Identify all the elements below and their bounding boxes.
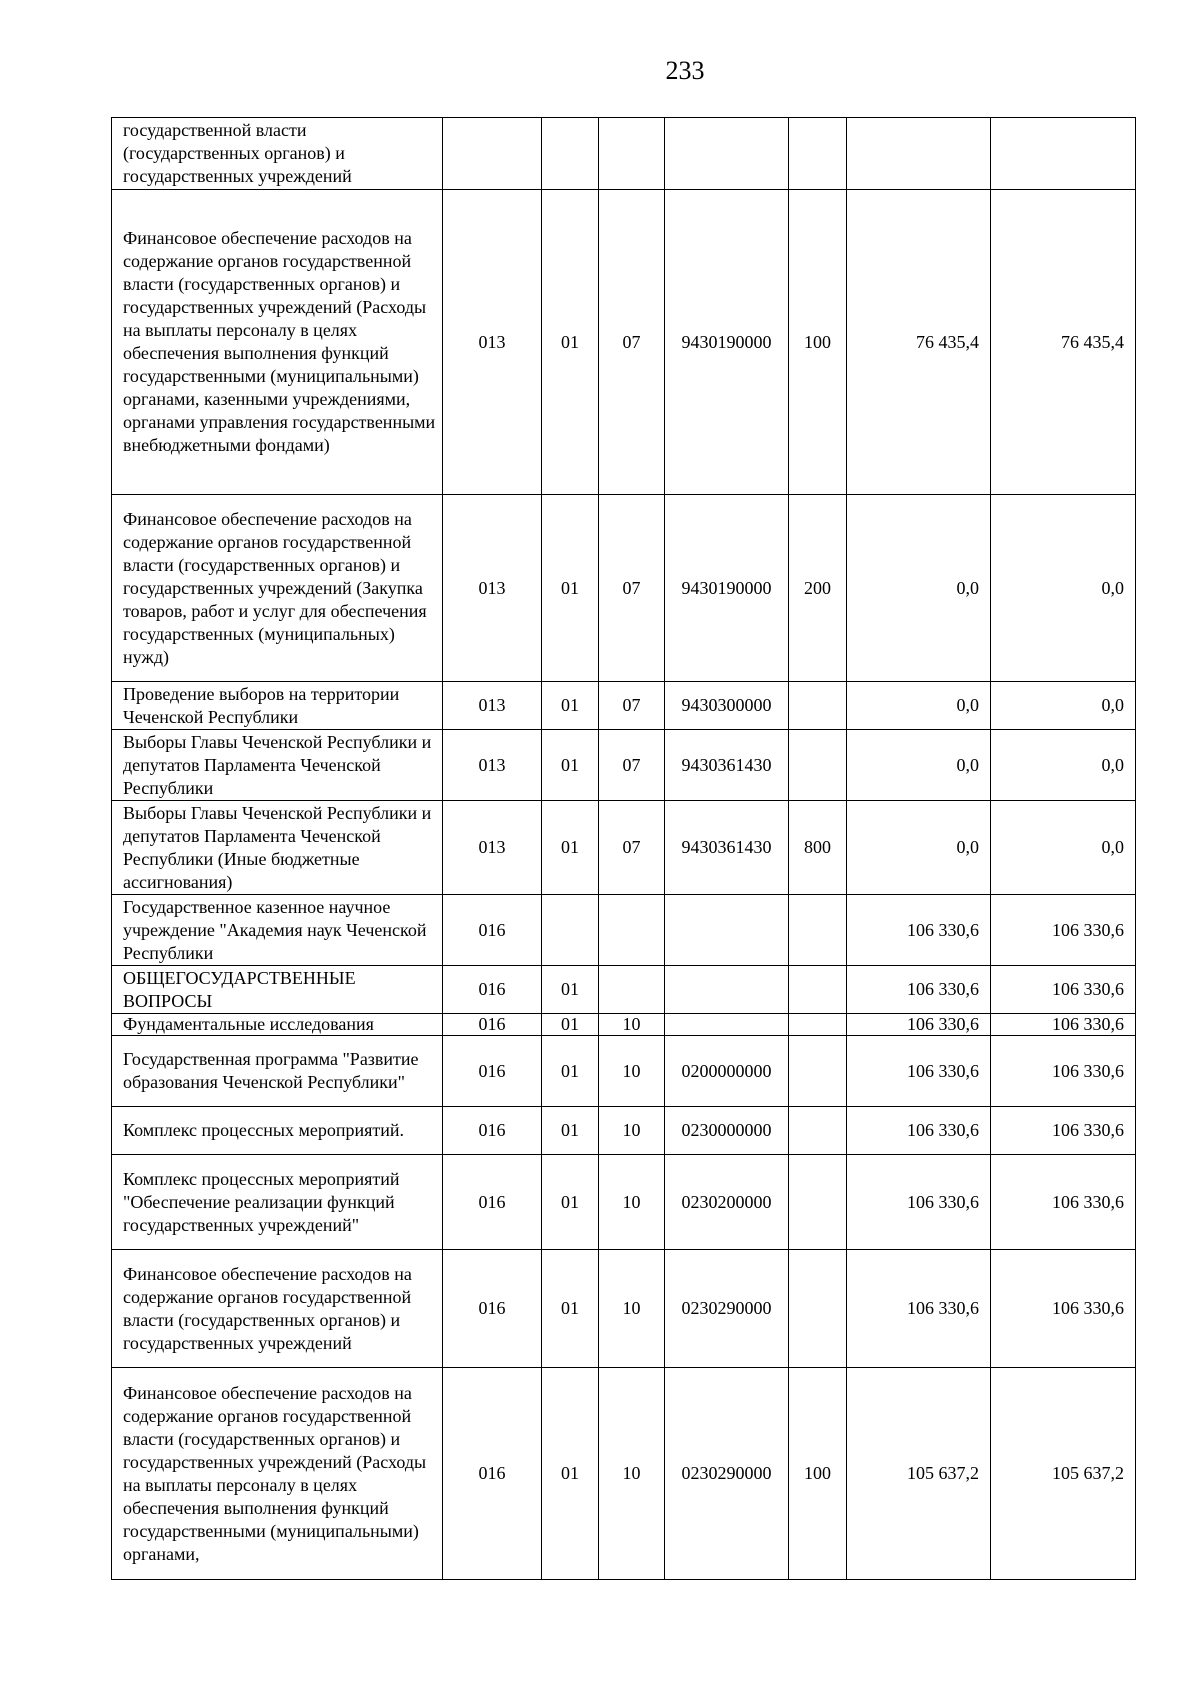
cell-kind: 100: [789, 1368, 847, 1580]
cell-section: 01: [542, 495, 599, 682]
cell-ministry: 016: [443, 1036, 542, 1107]
cell-section: 01: [542, 1036, 599, 1107]
cell-subsection: [599, 895, 665, 966]
cell-name: Финансовое обеспечение расходов на содержание органов государственной власти (государственных органов) и государственных учреждений (Расходы на выплаты персоналу в целях обеспечения выполнения функций государственными (муниципальными) органами,: [112, 1368, 443, 1580]
cell-name: Комплекс процессных мероприятий.: [112, 1107, 443, 1155]
cell-name: Выборы Главы Чеченской Республики и депутатов Парламента Чеченской Республики (Иные бюджетные ассигнования): [112, 801, 443, 895]
cell-sum-2: 105 637,2: [991, 1368, 1136, 1580]
cell-sum-2: 106 330,6: [991, 1036, 1136, 1107]
cell-target: 0230000000: [665, 1107, 789, 1155]
cell-target: 0230200000: [665, 1155, 789, 1250]
cell-subsection: [599, 118, 665, 190]
cell-kind: [789, 682, 847, 730]
cell-section: [542, 895, 599, 966]
cell-sum-2: 106 330,6: [991, 1014, 1136, 1036]
cell-kind: [789, 1250, 847, 1368]
cell-target: 9430190000: [665, 495, 789, 682]
cell-name: Государственная программа "Развитие образования Чеченской Республики": [112, 1036, 443, 1107]
table-row: [112, 190, 1136, 495]
cell-target: [665, 118, 789, 190]
cell-section: 01: [542, 682, 599, 730]
cell-target: 9430190000: [665, 190, 789, 495]
cell-sum-1: 106 330,6: [847, 895, 991, 966]
budget-table: [111, 117, 1136, 1580]
cell-subsection: 10: [599, 1155, 665, 1250]
cell-subsection: 10: [599, 1036, 665, 1107]
table-row: [112, 801, 1136, 895]
cell-kind: [789, 1107, 847, 1155]
cell-sum-1: 106 330,6: [847, 966, 991, 1014]
cell-subsection: 07: [599, 730, 665, 801]
cell-sum-1: 106 330,6: [847, 1107, 991, 1155]
cell-ministry: 016: [443, 1368, 542, 1580]
cell-target: 9430361430: [665, 801, 789, 895]
cell-ministry: 013: [443, 495, 542, 682]
cell-sum-2: 0,0: [991, 682, 1136, 730]
cell-name: Выборы Главы Чеченской Республики и депутатов Парламента Чеченской Республики: [112, 730, 443, 801]
cell-sum-1: 0,0: [847, 682, 991, 730]
table-row: [112, 966, 1136, 1014]
cell-name: Государственное казенное научное учреждение "Академия наук Чеченской Республики: [112, 895, 443, 966]
page-number: 233: [665, 56, 705, 85]
cell-target: 0230290000: [665, 1250, 789, 1368]
table-row: [112, 1107, 1136, 1155]
table-row: [112, 1250, 1136, 1368]
cell-subsection: [599, 966, 665, 1014]
cell-section: 01: [542, 966, 599, 1014]
cell-section: 01: [542, 1250, 599, 1368]
cell-sum-1: 106 330,6: [847, 1014, 991, 1036]
cell-sum-1: 0,0: [847, 730, 991, 801]
cell-kind: [789, 1155, 847, 1250]
cell-name: Проведение выборов на территории Чеченской Республики: [112, 682, 443, 730]
cell-sum-1: 105 637,2: [847, 1368, 991, 1580]
cell-name: Финансовое обеспечение расходов на содержание органов государственной власти (государственных органов) и государственных учреждений: [112, 1250, 443, 1368]
cell-name: Финансовое обеспечение расходов на содержание органов государственной власти (государственных органов) и государственных учреждений (Закупка товаров, работ и услуг для обеспечения государственных (муниципальных) нужд): [112, 495, 443, 682]
table-row: [112, 1368, 1136, 1580]
cell-subsection: 07: [599, 495, 665, 682]
table-row: [112, 682, 1136, 730]
cell-name: Комплекс процессных мероприятий "Обеспечение реализации функций государственных учреждений": [112, 1155, 443, 1250]
cell-target: 9430361430: [665, 730, 789, 801]
cell-kind: [789, 730, 847, 801]
table-row: [112, 730, 1136, 801]
cell-ministry: 016: [443, 966, 542, 1014]
table-row: [112, 495, 1136, 682]
cell-ministry: [443, 118, 542, 190]
cell-kind: 100: [789, 190, 847, 495]
cell-name: государственной власти (государственных органов) и государственных учреждений: [112, 118, 443, 190]
table-row: [112, 1155, 1136, 1250]
cell-sum-2: 106 330,6: [991, 966, 1136, 1014]
cell-sum-2: 0,0: [991, 495, 1136, 682]
cell-sum-2: 0,0: [991, 801, 1136, 895]
cell-ministry: 016: [443, 1250, 542, 1368]
table-row: [112, 1014, 1136, 1036]
cell-sum-2: 76 435,4: [991, 190, 1136, 495]
cell-subsection: 07: [599, 190, 665, 495]
cell-subsection: 07: [599, 682, 665, 730]
cell-section: 01: [542, 1107, 599, 1155]
cell-name: ОБЩЕГОСУДАРСТВЕННЫЕ ВОПРОСЫ: [112, 966, 443, 1014]
cell-section: [542, 118, 599, 190]
cell-kind: [789, 1036, 847, 1107]
cell-ministry: 016: [443, 1107, 542, 1155]
table-row: [112, 118, 1136, 190]
cell-target: [665, 895, 789, 966]
cell-kind: [789, 1014, 847, 1036]
cell-sum-2: 106 330,6: [991, 895, 1136, 966]
cell-section: 01: [542, 801, 599, 895]
cell-sum-2: 106 330,6: [991, 1107, 1136, 1155]
cell-target: [665, 1014, 789, 1036]
cell-sum-1: 0,0: [847, 801, 991, 895]
cell-ministry: 013: [443, 801, 542, 895]
cell-section: 01: [542, 190, 599, 495]
cell-subsection: 10: [599, 1250, 665, 1368]
cell-kind: 200: [789, 495, 847, 682]
cell-name: Финансовое обеспечение расходов на содержание органов государственной власти (государственных органов) и государственных учреждений (Расходы на выплаты персоналу в целях обеспечения выполнения функций государственными (муниципальными) органами, казенными учреждениями, органами управления государственными внебюджетными фондами): [112, 190, 443, 495]
cell-subsection: 10: [599, 1014, 665, 1036]
cell-sum-2: [991, 118, 1136, 190]
cell-subsection: 10: [599, 1368, 665, 1580]
cell-ministry: 013: [443, 682, 542, 730]
cell-ministry: 016: [443, 1155, 542, 1250]
cell-ministry: 013: [443, 190, 542, 495]
cell-sum-1: [847, 118, 991, 190]
cell-subsection: 10: [599, 1107, 665, 1155]
budget-table-body: [112, 118, 1136, 1580]
table-row: [112, 1036, 1136, 1107]
cell-sum-2: 106 330,6: [991, 1155, 1136, 1250]
cell-sum-1: 76 435,4: [847, 190, 991, 495]
cell-kind: [789, 895, 847, 966]
cell-section: 01: [542, 1014, 599, 1036]
cell-name: Фундаментальные исследования: [112, 1014, 443, 1036]
cell-ministry: 016: [443, 1014, 542, 1036]
cell-target: 0230290000: [665, 1368, 789, 1580]
cell-section: 01: [542, 730, 599, 801]
cell-ministry: 013: [443, 730, 542, 801]
cell-target: 9430300000: [665, 682, 789, 730]
cell-section: 01: [542, 1368, 599, 1580]
cell-sum-1: 106 330,6: [847, 1250, 991, 1368]
cell-sum-1: 106 330,6: [847, 1036, 991, 1107]
cell-kind: [789, 966, 847, 1014]
cell-section: 01: [542, 1155, 599, 1250]
cell-sum-1: 0,0: [847, 495, 991, 682]
cell-target: [665, 966, 789, 1014]
cell-sum-2: 106 330,6: [991, 1250, 1136, 1368]
cell-target: 0200000000: [665, 1036, 789, 1107]
cell-sum-2: 0,0: [991, 730, 1136, 801]
cell-kind: 800: [789, 801, 847, 895]
cell-sum-1: 106 330,6: [847, 1155, 991, 1250]
cell-kind: [789, 118, 847, 190]
cell-subsection: 07: [599, 801, 665, 895]
table-row: [112, 895, 1136, 966]
cell-ministry: 016: [443, 895, 542, 966]
